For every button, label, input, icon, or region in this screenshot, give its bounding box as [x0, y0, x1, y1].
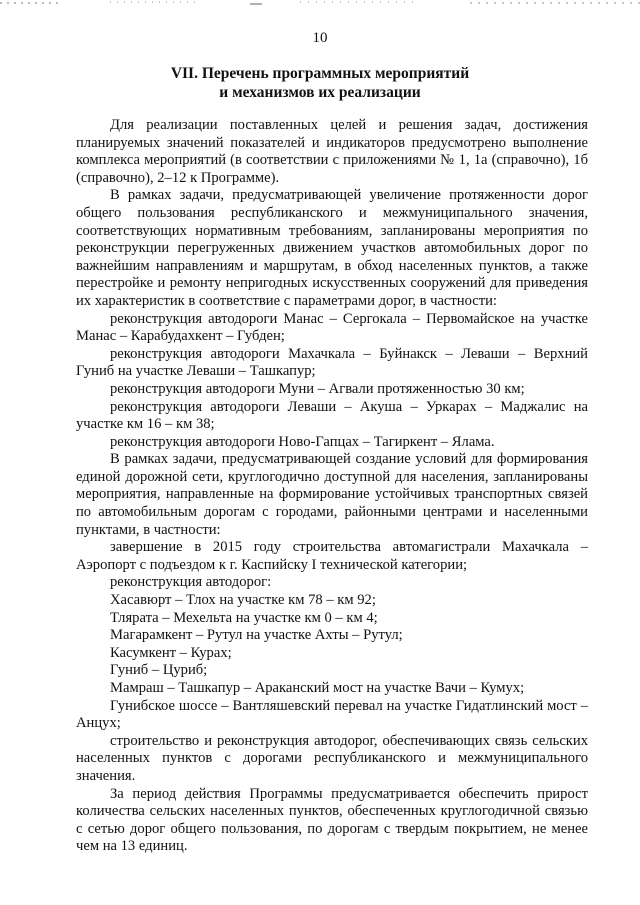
- paragraph: реконструкция автодороги Леваши – Акуша – Уркарах – Маджалис на участке км 16 – км 38;: [76, 398, 588, 433]
- paragraph: Хасавюрт – Тлох на участке км 78 – км 92;: [110, 592, 376, 609]
- paragraph: Магарамкент – Рутул на участке Ахты – Рутул;: [110, 627, 403, 644]
- paragraph: строительство и реконструкция автодорог, обеспечивающих связь сельских населенных пунктов с дорогами республиканского и межмуниципального значения.: [76, 732, 588, 784]
- heading-line-2: и механизмов их реализации: [219, 84, 421, 101]
- paragraph: Гунибское шоссе – Вантляшевский перевал на участке Гидатлинский мост – Анцух;: [76, 697, 588, 732]
- paragraph: реконструкция автодороги Ново-Гапцах – Тагиркент – Ялама.: [110, 433, 495, 450]
- paragraph: За период действия Программы предусматривается обеспечить прирост количества сельских населенных пунктов, обеспеченных круглогодичной связью с сетью дорог общего пользования, по дорогам с твердым покрытием, не менее чем на 13 единиц.: [76, 785, 588, 855]
- paragraph: реконструкция автодороги Махачкала – Буйнакск – Леваши – Верхний Гуниб на участке Леваши – Ташкапур;: [76, 345, 588, 380]
- paragraph: реконструкция автодороги Муни – Агвали протяженностью 30 км;: [110, 380, 525, 397]
- paragraph: Касумкент – Курах;: [110, 644, 232, 661]
- paragraph: Мамраш – Ташкапур – Араканский мост на участке Вачи – Кумух;: [110, 680, 525, 696]
- paragraph: В рамках задачи, предусматривающей создание условий для формирования единой дорожной сети, круглогодично доступной для населения, запланированы мероприятия, направленные на формирование устойчивых транспортных связей по автомобильным дорогам с городами, районными центрами и населенными пунктами, в частности:: [76, 451, 588, 538]
- heading-line-1: VII. Перечень программных мероприятий: [170, 65, 470, 82]
- section-heading: [0, 64, 640, 102]
- paragraph: Гуниб – Цуриб;: [110, 662, 208, 679]
- page-number: 10: [312, 30, 328, 46]
- paragraph: завершение в 2015 году строительства автомагистрали Махачкала – Аэропорт с подъездом к г. Каспийску I технической категории;: [76, 539, 588, 573]
- paragraph: Тлярата – Мехельта на участке км 0 – км 4;: [110, 609, 378, 626]
- paragraph: реконструкция автодороги Манас – Сергокала – Первомайское на участке Манас – Карабудахкент – Губден;: [76, 310, 588, 345]
- paragraph: Для реализации поставленных целей и решения задач, достижения планируемых значений показателей и индикаторов предусмотрено выполнение комплекса мероприятий (в соответствии с приложениями № 1, 1а (справочно), 1б (справочно), 2–12 к Программе).: [76, 117, 588, 186]
- paragraph: В рамках задачи, предусматривающей увеличение протяженности дорог общего пользования республиканского и межмуниципального значения, соответствующих нормативным требованиям, запланированы мероприятия по реконструкции перегруженных движением участков автомобильных дорог по важнейшим направлениям и маршрутам, в обход населенных пунктов, а также перестройке и ремонту непригодных искусственных сооружений для приведения их характеристик в соответствие с параметрами дорог, в частности:: [76, 187, 588, 309]
- paragraph: реконструкция автодорог:: [110, 574, 272, 591]
- document-body: [76, 117, 588, 856]
- scan-edge-marks: [0, 0, 640, 12]
